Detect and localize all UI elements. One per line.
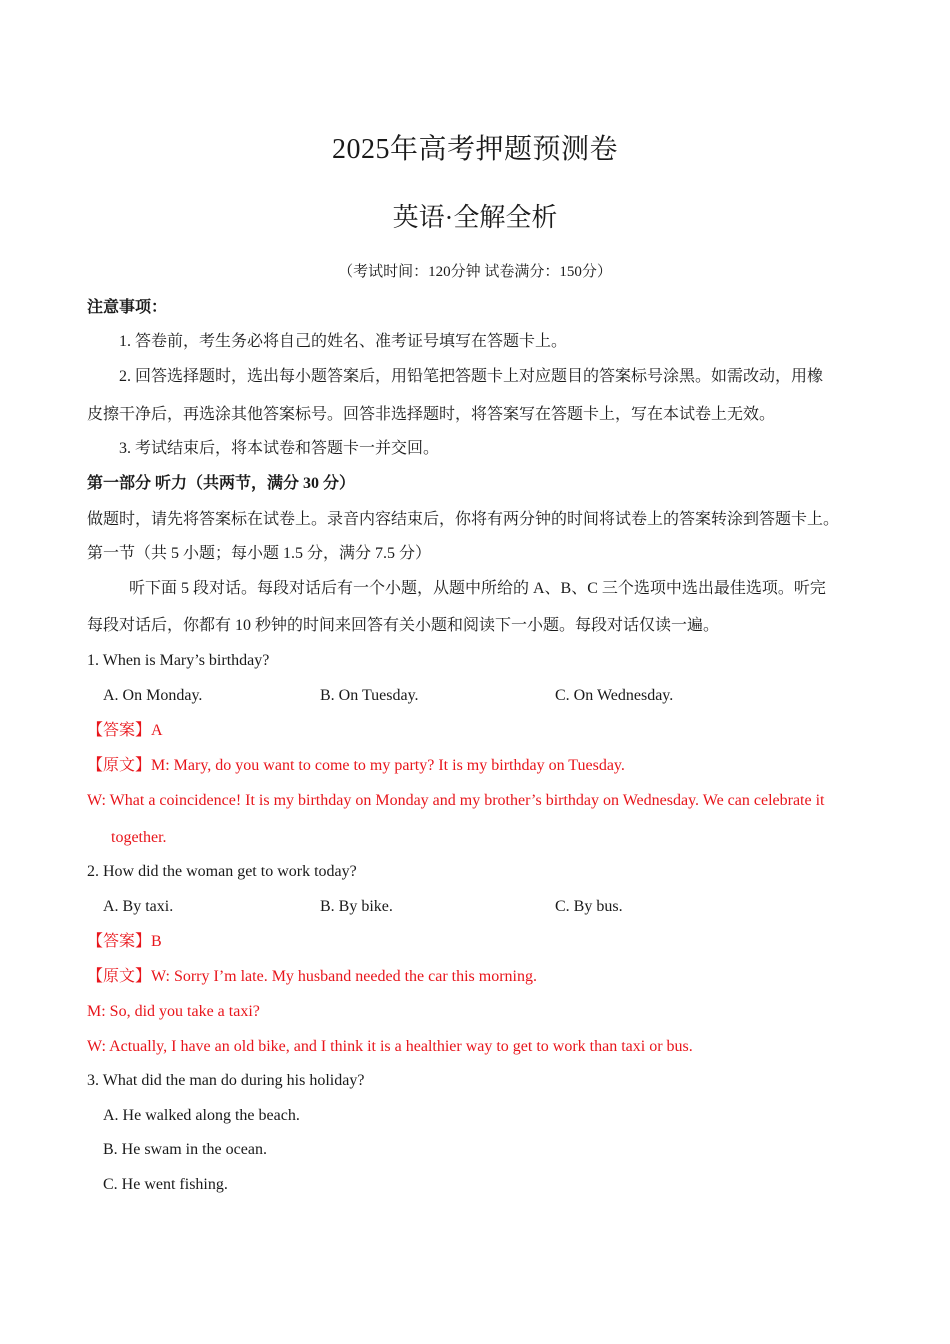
- part1-heading: 第一部分 听力（共两节，满分 30 分）: [87, 475, 356, 492]
- question-2-option-b: B. By bike.: [320, 898, 393, 915]
- question-1-transcript-line-2: W: What a coincidence! It is my birthday on Monday and my brother’s birthday on Wednesday. We can celebrate it: [87, 792, 825, 809]
- question-1: 1. When is Mary’s birthday?: [87, 652, 270, 669]
- notes-item-3: 3. 考试结束后，将本试卷和答题卡一并交回。: [119, 440, 440, 457]
- question-2-options: [103, 895, 863, 919]
- question-2-transcript-line-1: 【原文】W: Sorry I’m late. My husband needed the car this morning.: [87, 968, 537, 985]
- section1-heading: 第一节（共 5 小题；每小题 1.5 分，满分 7.5 分）: [87, 545, 432, 562]
- question-2: 2. How did the woman get to work today?: [87, 863, 357, 880]
- question-1-answer: 【答案】A: [87, 722, 163, 739]
- page-title: 2025年高考押题预测卷: [331, 134, 618, 165]
- exam-info: （考试时间：120分钟 试卷满分：150分）: [338, 264, 612, 280]
- question-3-option-a: A. He walked along the beach.: [103, 1107, 300, 1124]
- notes-item-2-line-1: 2. 回答选择题时，选出每小题答案后，用铅笔把答题卡上对应题目的答案标号涂黑。如需改动，用橡: [119, 368, 824, 385]
- question-3: 3. What did the man do during his holiday?: [87, 1072, 365, 1089]
- question-1-options: [103, 684, 863, 708]
- page-subtitle: 英语·全解全析: [392, 203, 558, 232]
- question-1-transcript-line-3: together.: [111, 829, 167, 846]
- question-2-transcript-line-2: M: So, did you take a taxi?: [87, 1003, 260, 1020]
- question-1-option-b: B. On Tuesday.: [320, 687, 419, 704]
- notes-item-2-line-2: 皮擦干净后，再选涂其他答案标号。回答非选择题时，将答案写在答题卡上，写在本试卷上无效。: [87, 406, 776, 423]
- question-3-option-b: B. He swam in the ocean.: [103, 1141, 267, 1158]
- question-3-option-c: C. He went fishing.: [103, 1176, 228, 1193]
- directions-line-2: 每段对话后，你都有 10 秒钟的时间来回答有关小题和阅读下一小题。每段对话仅读一遍。: [87, 617, 720, 634]
- question-1-option-c: C. On Wednesday.: [555, 687, 674, 704]
- question-2-option-c: C. By bus.: [555, 898, 623, 915]
- question-2-answer: 【答案】B: [87, 933, 162, 950]
- notes-heading: 注意事项：: [87, 299, 168, 316]
- question-1-option-a: A. On Monday.: [103, 687, 203, 704]
- question-2-option-a: A. By taxi.: [103, 898, 174, 915]
- question-1-transcript-line-1: 【原文】M: Mary, do you want to come to my party? It is my birthday on Tuesday.: [87, 757, 625, 774]
- directions-line-1: 听下面 5 段对话。每段对话后有一个小题，从题中所给的 A、B、C 三个选项中选出最佳选项。听完: [129, 580, 826, 597]
- part1-instruction: 做题时，请先将答案标在试卷上。录音内容结束后，你将有两分钟的时间将试卷上的答案转涂到答题卡上。: [87, 511, 840, 528]
- question-2-transcript-line-3: W: Actually, I have an old bike, and I think it is a healthier way to get to work than taxi or bus.: [87, 1038, 693, 1055]
- notes-item-1: 1. 答卷前，考生务必将自己的姓名、准考证号填写在答题卡上。: [119, 333, 568, 350]
